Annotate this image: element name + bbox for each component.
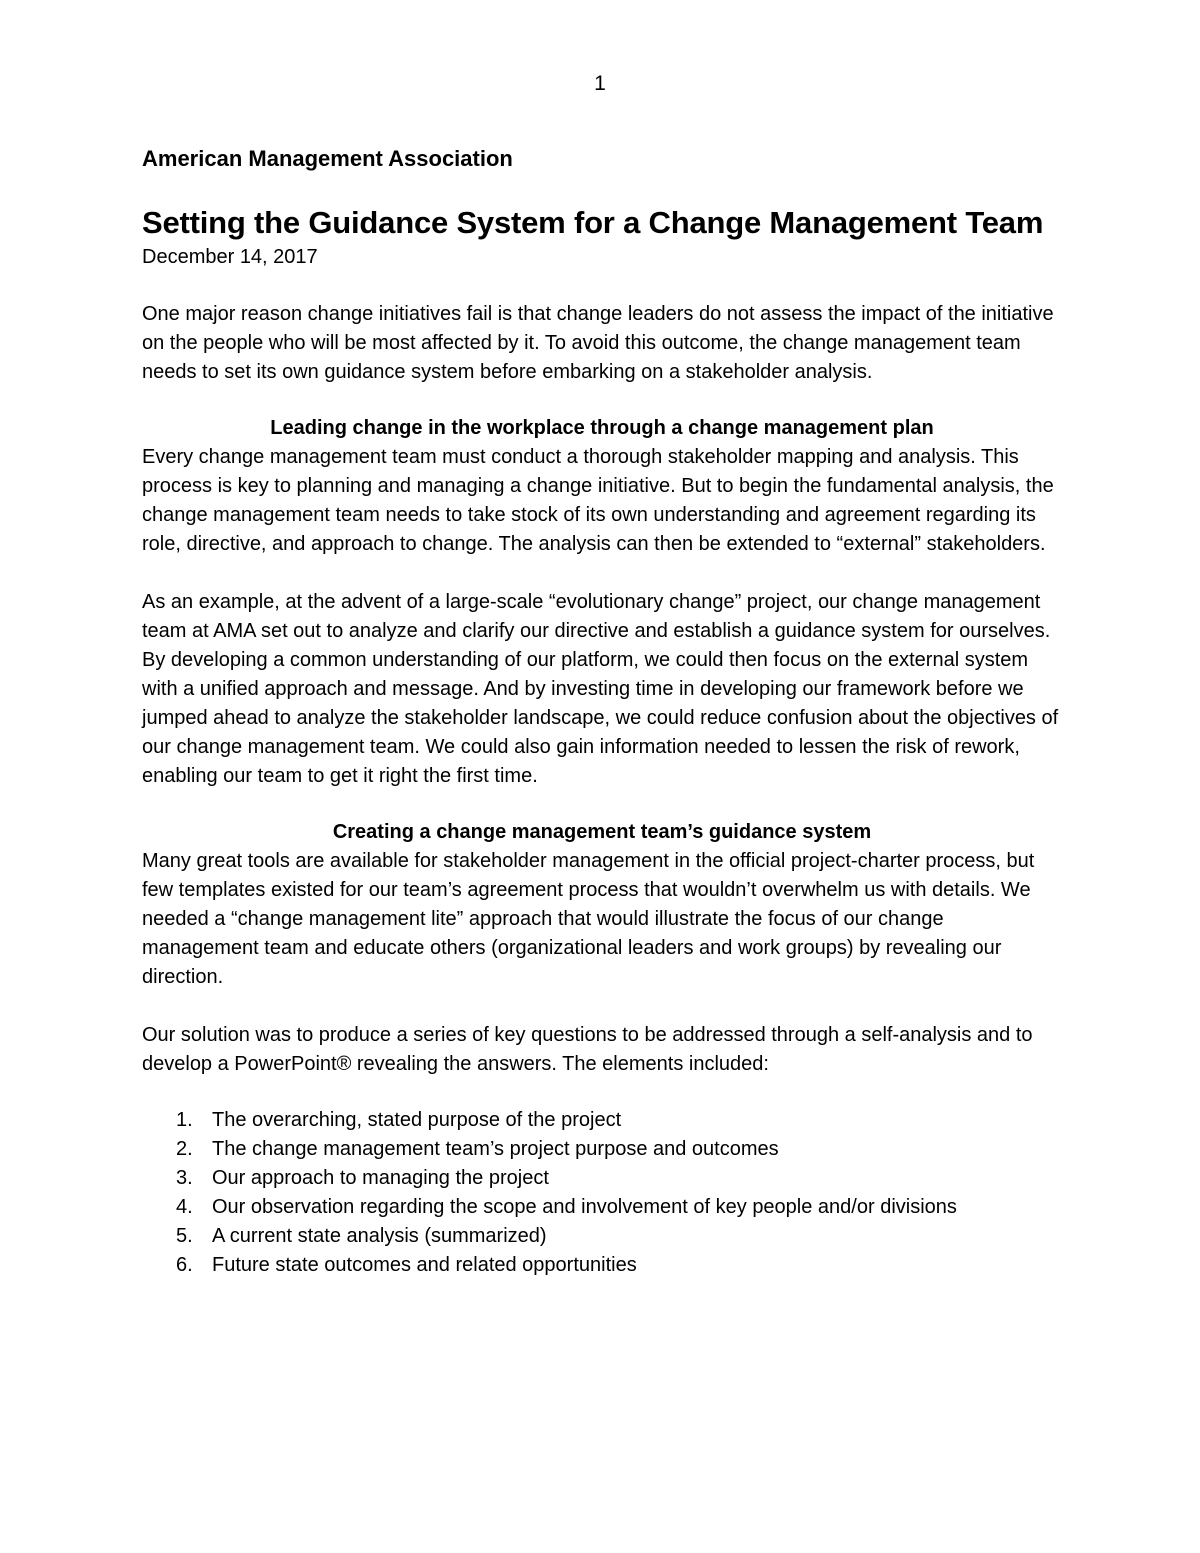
list-item xyxy=(142,1135,1062,1164)
list-item-number: 3. xyxy=(176,1167,193,1189)
list-item-number: 1. xyxy=(176,1109,193,1131)
article-date: December 14, 2017 xyxy=(142,246,318,268)
list-item xyxy=(142,1251,1062,1280)
list-item-text: The change management team’s project purpose and outcomes xyxy=(212,1138,779,1160)
elements-list xyxy=(142,1106,1062,1280)
list-item-text: Our approach to managing the project xyxy=(212,1167,549,1189)
list-item xyxy=(142,1164,1062,1193)
list-item-number: 4. xyxy=(176,1196,193,1218)
list-item-text: Future state outcomes and related opportunities xyxy=(212,1254,637,1276)
section2-paragraph-1: Many great tools are available for stakeholder management in the official project-charter process, but few templates existed for our team’s agreement process that wouldn’t overwhelm us with details. We needed a “change management lite” approach that would illustrate the focus of our change management team and educate others (organizational leaders and work groups) by revealing our direction. xyxy=(142,850,1035,988)
organization-name: American Management Association xyxy=(142,146,513,171)
page-number: 1 xyxy=(594,72,606,95)
list-item xyxy=(142,1222,1062,1251)
section1-paragraph-2: As an example, at the advent of a large-scale “evolutionary change” project, our change management team at AMA set out to analyze and clarify our directive and establish a guidance system for ourselves. By developing a common understanding of our platform, we could then focus on the external system with a unified approach and message. And by investing time in developing our framework before we jumped ahead to analyze the stakeholder landscape, we could reduce confusion about the objectives of our change management team. We could also gain information needed to lessen the risk of rework, enabling our team to get it right the first time. xyxy=(142,591,1059,787)
article-title: Setting the Guidance System for a Change Management Team xyxy=(142,205,1044,240)
section1-paragraph-1: Every change management team must conduct a thorough stakeholder mapping and analysis. This process is key to planning and managing a change initiative. But to begin the fundamental analysis, the change management team needs to take stock of its own understanding and agreement regarding its role, directive, and approach to change. The analysis can then be extended to “external” stakeholders. xyxy=(142,446,1054,555)
list-item-text: Our observation regarding the scope and involvement of key people and/or divisions xyxy=(212,1196,957,1218)
list-item-number: 6. xyxy=(176,1254,193,1276)
section-heading-leading-change: Leading change in the workplace through a change management plan xyxy=(270,417,934,439)
section2-paragraph-2: Our solution was to produce a series of key questions to be addressed through a self-analysis and to develop a PowerPoint® revealing the answers. The elements included: xyxy=(142,1024,1033,1075)
list-item-text: A current state analysis (summarized) xyxy=(212,1225,547,1247)
list-item-number: 2. xyxy=(176,1138,193,1160)
article-body xyxy=(142,143,1062,1280)
list-item-text: The overarching, stated purpose of the project xyxy=(212,1109,622,1131)
list-item-number: 5. xyxy=(176,1225,193,1247)
intro-paragraph: One major reason change initiatives fail is that change leaders do not assess the impact of the initiative on the people who will be most affected by it. To avoid this outcome, the change management team needs to set its own guidance system before embarking on a stakeholder analysis. xyxy=(142,303,1054,383)
list-item xyxy=(142,1193,1062,1222)
section-heading-guidance-system: Creating a change management team’s guidance system xyxy=(332,821,872,843)
list-item xyxy=(142,1106,1062,1135)
